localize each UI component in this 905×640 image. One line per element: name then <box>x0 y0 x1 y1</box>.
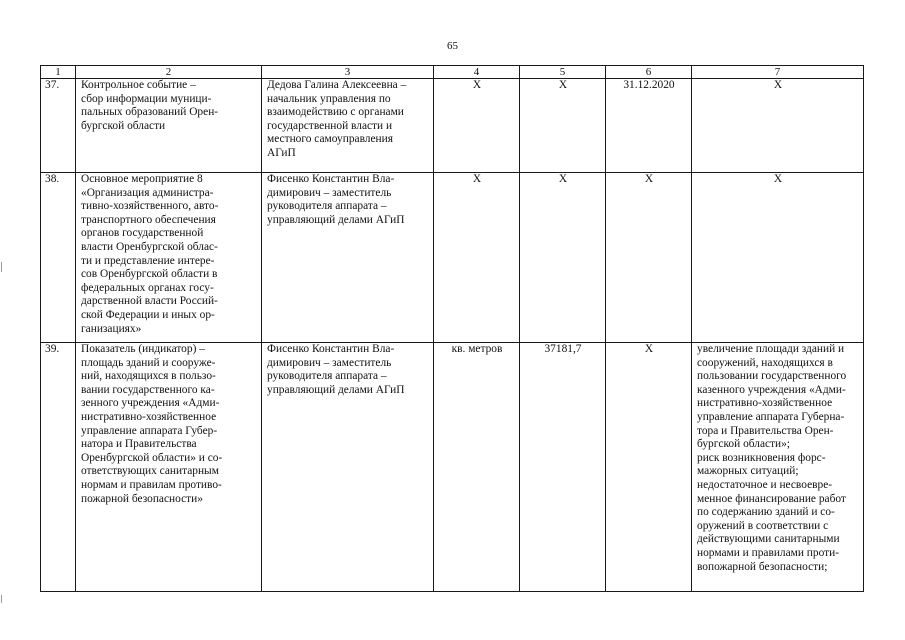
value-cell: 37181,7 <box>520 343 606 592</box>
scan-margin-mark <box>1 262 2 272</box>
row-number: 39. <box>41 343 76 592</box>
document-table <box>40 65 864 592</box>
date-cell: 31.12.2020 <box>606 79 692 173</box>
responsible-person: Фисенко Константин Вла- димирович – заместитель руководителя аппарата – управляющий делами АГиП <box>262 173 434 343</box>
date-cell: Х <box>606 173 692 343</box>
column-header-5: 5 <box>520 66 606 79</box>
column-header-6: 6 <box>606 66 692 79</box>
unit-cell: кв. метров <box>434 343 520 592</box>
event-name: Основное мероприятие 8 «Организация администра- тивно-хозяйственного, авто- транспортного обеспечения органов государственной власти Оренбургской облас- ти и представление интере- сов Оренбургской области в федеральных органах госу- дарственной власти Россий- ской Федерации и иных ор- ганизациях» <box>76 173 262 343</box>
note-cell: Х <box>692 173 864 343</box>
responsible-person: Дедова Галина Алексеевна – начальник управления по взаимодействию с органами государственной власти и местного самоуправления АГиП <box>262 79 434 173</box>
column-header-7: 7 <box>692 66 864 79</box>
date-cell: Х <box>606 343 692 592</box>
event-name: Показатель (индикатор) – площадь зданий и сооруже- ний, находящихся в пользо- вании государственного ка- зенного учреждения «Адми- нистративно-хозяйственное управление аппарата Губер- натора и Правительства Оренбургской области» и со- ответствующих санитарным нормам и правилам противо- пожарной безопасности» <box>76 343 262 592</box>
responsible-person: Фисенко Константин Вла- димирович – заместитель руководителя аппарата – управляющий делами АГиП <box>262 343 434 592</box>
page-number: 65 <box>447 40 458 52</box>
note-cell: увеличение площади зданий и сооружений, находящихся в пользовании государственного казенного учреждения «Адми- нистративно-хозяйственное управление аппарата Губерна- тора и Правительства Орен- бургской области»; риск возникновения форс- мажорных ситуаций; недостаточное и несвоевре- менное финансирование работ по содержанию зданий и со- оружений в соответствии с действующими санитарными нормами и правилами проти- вопожарной безопасности; <box>692 343 864 592</box>
event-name: Контрольное событие – сбор информации муници- пальных образований Орен- бургской области <box>76 79 262 173</box>
note-cell: Х <box>692 79 864 173</box>
unit-cell: Х <box>434 79 520 173</box>
row-number: 37. <box>41 79 76 173</box>
column-header-4: 4 <box>434 66 520 79</box>
table-row <box>41 343 864 592</box>
column-header-2: 2 <box>76 66 262 79</box>
column-header-3: 3 <box>262 66 434 79</box>
table-row <box>41 173 864 343</box>
value-cell: Х <box>520 173 606 343</box>
column-header-1: 1 <box>41 66 76 79</box>
scan-margin-mark <box>1 595 2 603</box>
column-number-row <box>41 66 864 79</box>
row-number: 38. <box>41 173 76 343</box>
value-cell: Х <box>520 79 606 173</box>
unit-cell: Х <box>434 173 520 343</box>
table-row <box>41 79 864 173</box>
